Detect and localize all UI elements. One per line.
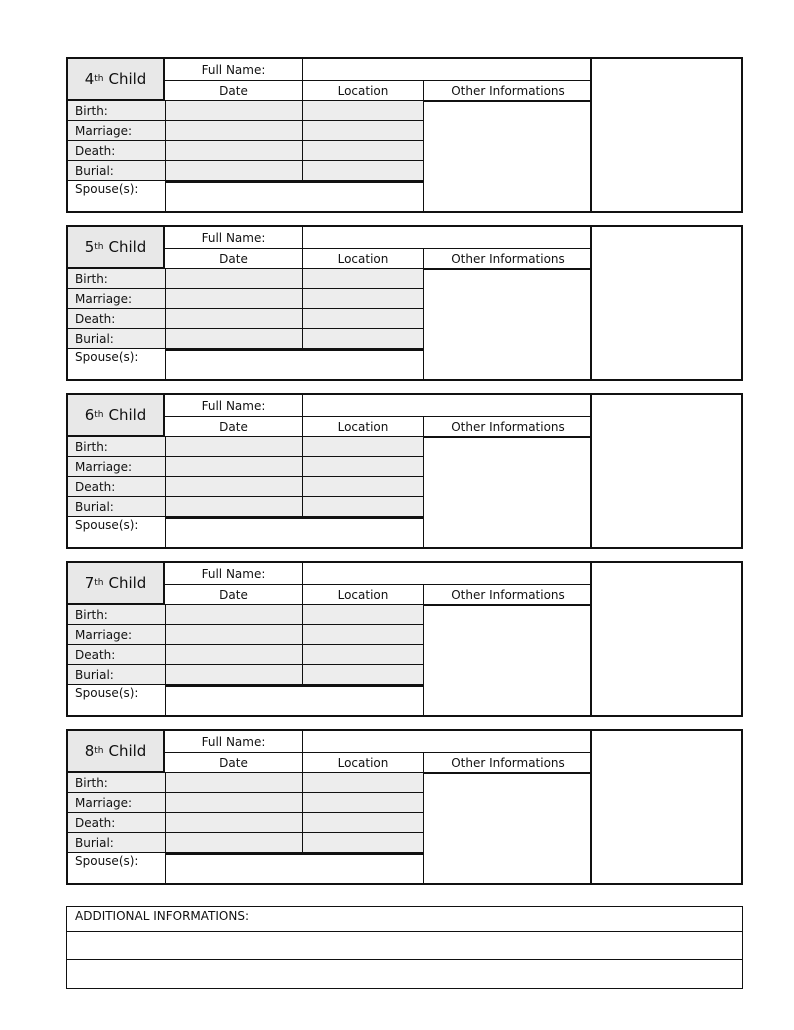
death-location-field[interactable] [303, 141, 424, 161]
child-word: Child [108, 238, 147, 256]
child-word: Child [108, 406, 147, 424]
marriage-label: Marriage: [68, 289, 165, 309]
child-ordinal-suffix: th [94, 74, 104, 84]
full-name-label: Full Name: [165, 563, 303, 584]
full-name-label: Full Name: [165, 59, 303, 80]
full-name-label: Full Name: [165, 395, 303, 416]
burial-date-field[interactable] [165, 665, 303, 685]
birth-date-field[interactable] [165, 605, 303, 625]
death-location-field[interactable] [303, 477, 424, 497]
spouse-field[interactable] [165, 349, 424, 379]
birth-label: Birth: [68, 605, 165, 625]
burial-label: Burial: [68, 665, 165, 685]
date-column-header: Date [165, 416, 303, 437]
location-column-header: Location [303, 584, 424, 605]
location-column-header: Location [303, 416, 424, 437]
spouse-field[interactable] [165, 685, 424, 715]
marriage-location-field[interactable] [303, 625, 424, 645]
child-heading [68, 227, 165, 269]
burial-label: Burial: [68, 161, 165, 181]
date-column-header: Date [165, 584, 303, 605]
marriage-date-field[interactable] [165, 121, 303, 141]
child-heading [68, 395, 165, 437]
burial-location-field[interactable] [303, 665, 424, 685]
birth-label: Birth: [68, 101, 165, 121]
death-date-field[interactable] [165, 309, 303, 329]
burial-label: Burial: [68, 329, 165, 349]
spouse-label: Spouse(s): [75, 182, 139, 196]
child-6-record [66, 393, 743, 549]
death-label: Death: [68, 645, 165, 665]
full-name-field[interactable] [303, 227, 592, 248]
birth-label: Birth: [68, 437, 165, 457]
burial-label: Burial: [68, 497, 165, 517]
date-column-header: Date [165, 248, 303, 269]
death-label: Death: [68, 477, 165, 497]
birth-date-field[interactable] [165, 269, 303, 289]
death-label: Death: [68, 813, 165, 833]
death-date-field[interactable] [165, 813, 303, 833]
location-column-header: Location [303, 248, 424, 269]
child-notes-box[interactable] [592, 731, 741, 883]
full-name-label: Full Name: [165, 731, 303, 752]
spouse-label: Spouse(s): [75, 350, 139, 364]
additional-line-1[interactable] [67, 931, 742, 932]
death-label: Death: [68, 141, 165, 161]
death-location-field[interactable] [303, 645, 424, 665]
other-informations-header: Other Informations [451, 419, 565, 434]
date-column-header: Date [165, 80, 303, 101]
child-4-record [66, 57, 743, 213]
full-name-label: Full Name: [165, 227, 303, 248]
child-number: 6 [84, 406, 95, 424]
burial-label: Burial: [68, 833, 165, 853]
marriage-location-field[interactable] [303, 457, 424, 477]
full-name-field[interactable] [303, 395, 592, 416]
child-number: 5 [84, 238, 95, 256]
child-number: 8 [84, 742, 95, 760]
birth-location-field[interactable] [303, 605, 424, 625]
child-7-record [66, 561, 743, 717]
date-column-header: Date [165, 752, 303, 773]
child-number: 4 [84, 70, 95, 88]
location-column-header: Location [303, 80, 424, 101]
death-date-field[interactable] [165, 477, 303, 497]
full-name-field[interactable] [303, 59, 592, 80]
additional-informations-box [66, 906, 743, 989]
other-informations-field[interactable] [424, 101, 592, 211]
child-notes-box[interactable] [592, 227, 741, 379]
other-informations-field[interactable] [424, 437, 592, 547]
birth-location-field[interactable] [303, 437, 424, 457]
marriage-location-field[interactable] [303, 289, 424, 309]
additional-line-2[interactable] [67, 959, 742, 960]
child-ordinal-suffix: th [94, 578, 104, 588]
other-informations-field[interactable] [424, 269, 592, 379]
child-heading [68, 731, 165, 773]
child-5-record [66, 225, 743, 381]
location-column-header: Location [303, 752, 424, 773]
child-8-record [66, 729, 743, 885]
other-informations-header: Other Informations [451, 83, 565, 98]
spouse-field[interactable] [165, 853, 424, 883]
child-notes-box[interactable] [592, 59, 741, 211]
death-location-field[interactable] [303, 813, 424, 833]
child-heading [68, 59, 165, 101]
child-notes-box[interactable] [592, 563, 741, 715]
child-ordinal-suffix: th [94, 746, 104, 756]
birth-location-field[interactable] [303, 269, 424, 289]
birth-date-field[interactable] [165, 437, 303, 457]
death-date-field[interactable] [165, 141, 303, 161]
child-heading [68, 563, 165, 605]
burial-date-field[interactable] [165, 329, 303, 349]
child-ordinal-suffix: th [94, 242, 104, 252]
child-word: Child [108, 742, 147, 760]
marriage-location-field[interactable] [303, 121, 424, 141]
child-word: Child [108, 70, 147, 88]
additional-informations-title: ADDITIONAL INFORMATIONS: [75, 909, 250, 923]
death-date-field[interactable] [165, 645, 303, 665]
child-word: Child [108, 574, 147, 592]
marriage-location-field[interactable] [303, 793, 424, 813]
birth-date-field[interactable] [165, 101, 303, 121]
burial-location-field[interactable] [303, 161, 424, 181]
spouse-field[interactable] [165, 181, 424, 211]
birth-location-field[interactable] [303, 101, 424, 121]
marriage-date-field[interactable] [165, 289, 303, 309]
marriage-date-field[interactable] [165, 457, 303, 477]
spouse-field[interactable] [165, 517, 424, 547]
other-informations-header: Other Informations [451, 251, 565, 266]
full-name-field[interactable] [303, 731, 592, 752]
spouse-label: Spouse(s): [75, 518, 139, 532]
other-informations-header: Other Informations [451, 587, 565, 602]
death-label: Death: [68, 309, 165, 329]
birth-location-field[interactable] [303, 773, 424, 793]
death-location-field[interactable] [303, 309, 424, 329]
spouse-label: Spouse(s): [75, 686, 139, 700]
burial-date-field[interactable] [165, 161, 303, 181]
child-notes-box[interactable] [592, 395, 741, 547]
burial-date-field[interactable] [165, 497, 303, 517]
burial-location-field[interactable] [303, 497, 424, 517]
birth-label: Birth: [68, 773, 165, 793]
birth-label: Birth: [68, 269, 165, 289]
marriage-date-field[interactable] [165, 625, 303, 645]
birth-date-field[interactable] [165, 773, 303, 793]
child-ordinal-suffix: th [94, 410, 104, 420]
full-name-field[interactable] [303, 563, 592, 584]
marriage-label: Marriage: [68, 793, 165, 813]
marriage-label: Marriage: [68, 121, 165, 141]
marriage-label: Marriage: [68, 457, 165, 477]
marriage-label: Marriage: [68, 625, 165, 645]
other-informations-header: Other Informations [451, 755, 565, 770]
burial-location-field[interactable] [303, 329, 424, 349]
burial-date-field[interactable] [165, 833, 303, 853]
burial-location-field[interactable] [303, 833, 424, 853]
spouse-label: Spouse(s): [75, 854, 139, 868]
child-number: 7 [84, 574, 95, 592]
marriage-date-field[interactable] [165, 793, 303, 813]
other-informations-field[interactable] [424, 773, 592, 883]
other-informations-field[interactable] [424, 605, 592, 715]
